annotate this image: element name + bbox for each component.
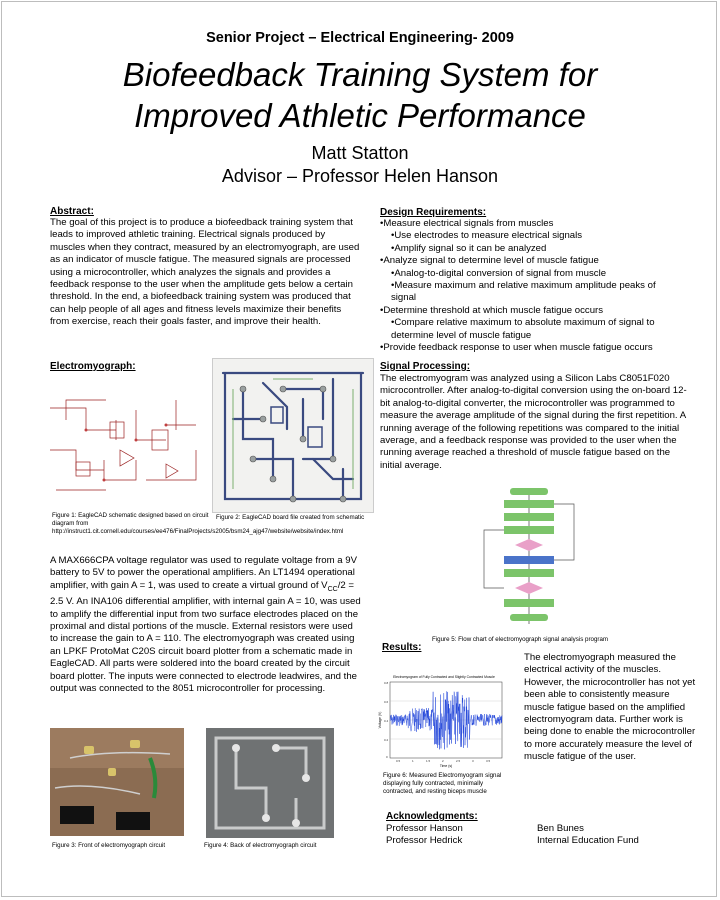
figure2-pcb-board (212, 358, 374, 513)
design-requirement-item: •Provide feedback response to user when muscle fatigue occurs (380, 342, 653, 354)
ack-left-item: Professor Hanson (386, 823, 463, 834)
figure6-plot (378, 672, 508, 770)
svg-text:1: 1 (412, 759, 414, 763)
poster-title-line2: Improved Athletic Performance (134, 97, 586, 134)
svg-text:2: 2 (442, 759, 444, 763)
design-requirement-item: •Compare relative maximum to absolute maximum of signal to determine level of muscle fatigue (391, 317, 655, 341)
figure4-caption: Figure 4: Back of electromyograph circuit (204, 842, 317, 849)
ack-right-list (537, 823, 687, 848)
abstract-heading: Abstract: (50, 206, 94, 217)
figure3-caption: Figure 3: Front of electromyograph circuit (52, 842, 166, 849)
design-requirement-item: •Measure electrical signals from muscles (380, 218, 554, 229)
figure5-flowchart (474, 484, 584, 634)
advisor-name: Advisor – Professor Helen Hanson (221, 166, 499, 186)
svg-text:1.5: 1.5 (426, 759, 431, 763)
svg-text:0.4: 0.4 (384, 719, 389, 723)
ack-left-item: Professor Hedrick (386, 835, 463, 847)
electromyograph-text (50, 555, 362, 695)
design-requirement-item: •Determine threshold at which muscle fatigue occurs (380, 304, 604, 316)
svg-text:0.2: 0.2 (384, 738, 389, 742)
svg-text:0: 0 (386, 755, 388, 759)
svg-text:0.6: 0.6 (384, 700, 389, 704)
svg-text:3: 3 (472, 759, 474, 763)
signal-heading: Signal Processing: (380, 361, 471, 372)
abstract-text: The goal of this project is to produce a biofeedback training system that leads to improved athletic training. Electrical signals produced by muscles when they contract, measured by an electromyograph, are used as an indicator of muscle fatigue. The measured signals are processed using a microcontroller, which analyzes the signals and provides a feedback response to the user when the amplitude gets below a certain threshold. In the end, a biofeedback training system was produced that can help people of all ages and fitness levels maximize their benefits from exercise, reach their goals faster, and improve their health. (50, 217, 360, 328)
plot-xlabel: Time (s) (439, 764, 453, 768)
design-requirement-item: •Analyze signal to determine level of muscle fatigue (380, 255, 599, 267)
poster-subtitle: Senior Project – Electrical Engineering- 2009 (206, 30, 514, 46)
vcc-subscript: CC (327, 585, 338, 593)
svg-text:0.8: 0.8 (384, 681, 389, 685)
design-requirement-item: •Amplify signal so it can be analyzed (391, 242, 547, 254)
electromyograph-text-a: A MAX666CPA voltage regulator was used to regulate voltage from a 9V battery to 5V to power the operational amplifiers. An LT1494 operational amplifier, with gain A = 1, was used to create a virtual ground of V (50, 555, 357, 591)
figure1-caption: Figure 1: EagleCAD schematic designed based on circuit diagram from http://instruct1.cit.cornell.edu/courses/ee476/FinalProjects/s2005/bsm24_ajg47/website/website/index.html (52, 512, 344, 535)
acknowledgments-heading: Acknowledgments: (386, 811, 478, 822)
design-heading: Design Requirements: (380, 207, 487, 218)
svg-text:3.5: 3.5 (486, 759, 491, 763)
ack-right-item: Internal Education Fund (537, 835, 639, 847)
plot-title: Electromyogram of Fully Contracted and Slightly Contracted Muscle (393, 675, 495, 679)
figure3-photo (50, 728, 184, 836)
design-requirements-list (380, 218, 680, 354)
figure4-photo (206, 728, 334, 838)
electromyograph-heading: Electromyograph: (50, 361, 136, 372)
svg-text:0.5: 0.5 (396, 759, 401, 763)
electromyograph-text-b: /2 = 2.5 V. An INA106 differential amplifier, with internal gain A = 10, was used to amplify the differential input from two surface electrodes placed on the proximal and distal portions of the muscle. External resistors were used to increase the gain to A = 110. The electromyograph was created using an LPKF ProtoMat C20S circuit board plotter from a schematic made in EagleCAD. All parts were soldered into the board created by the circuit board plotter. The inputs were connected to electrode leadwires, and the output was connected to the 8051 microcontroller for processing. (50, 579, 361, 694)
svg-text:2.5: 2.5 (456, 759, 461, 763)
figure2-caption: Figure 2: EagleCAD board file created from schematic (216, 514, 365, 521)
design-requirement-item: •Analog-to-digital conversion of signal from muscle (391, 267, 607, 279)
figure1-schematic (46, 380, 210, 508)
ack-left-list (386, 823, 526, 848)
figure6-caption: Figure 6: Measured Electromyogram signal displaying fully contracted, minimally contracted, and resting biceps muscle (383, 772, 502, 795)
results-heading: Results: (382, 642, 422, 653)
author-name: Matt Statton (311, 143, 409, 163)
ack-right-item: Ben Bunes (537, 823, 584, 834)
plot-ylabel: Voltage (V) (378, 711, 382, 729)
signal-text: The electromyogram was analyzed using a Silicon Labs C8051F020 microcontroller. After analog-to-digital conversion using the on-board 12-bit analog-to-digital converter, the microcontroller was programmed to measure the average amplitude of the signal during the first repetition. A running average of the following repetitions was compared to the initial average, and a feedback response was provided to the user when the running average reached a threshold of muscle fatigue based on the initial average. (380, 373, 687, 471)
design-requirement-item: •Use electrodes to measure electrical signals (391, 230, 583, 242)
results-text: The electromyograph measured the electrical activity of the muscles. However, the microcontroller has not yet been able to consistently measure muscle fatigue based on the amplified electromyogram data. Further work is being done to enable the microcontroller to more accurately measure the level of muscle fatigue of the user. (524, 652, 696, 763)
figure5-caption: Figure 5: Flow chart of electromyograph signal analysis program (432, 636, 609, 643)
poster-title-line1: Biofeedback Training System for (122, 56, 598, 93)
design-requirement-item: •Measure maximum and relative maximum amplitude peaks of signal (391, 280, 656, 304)
